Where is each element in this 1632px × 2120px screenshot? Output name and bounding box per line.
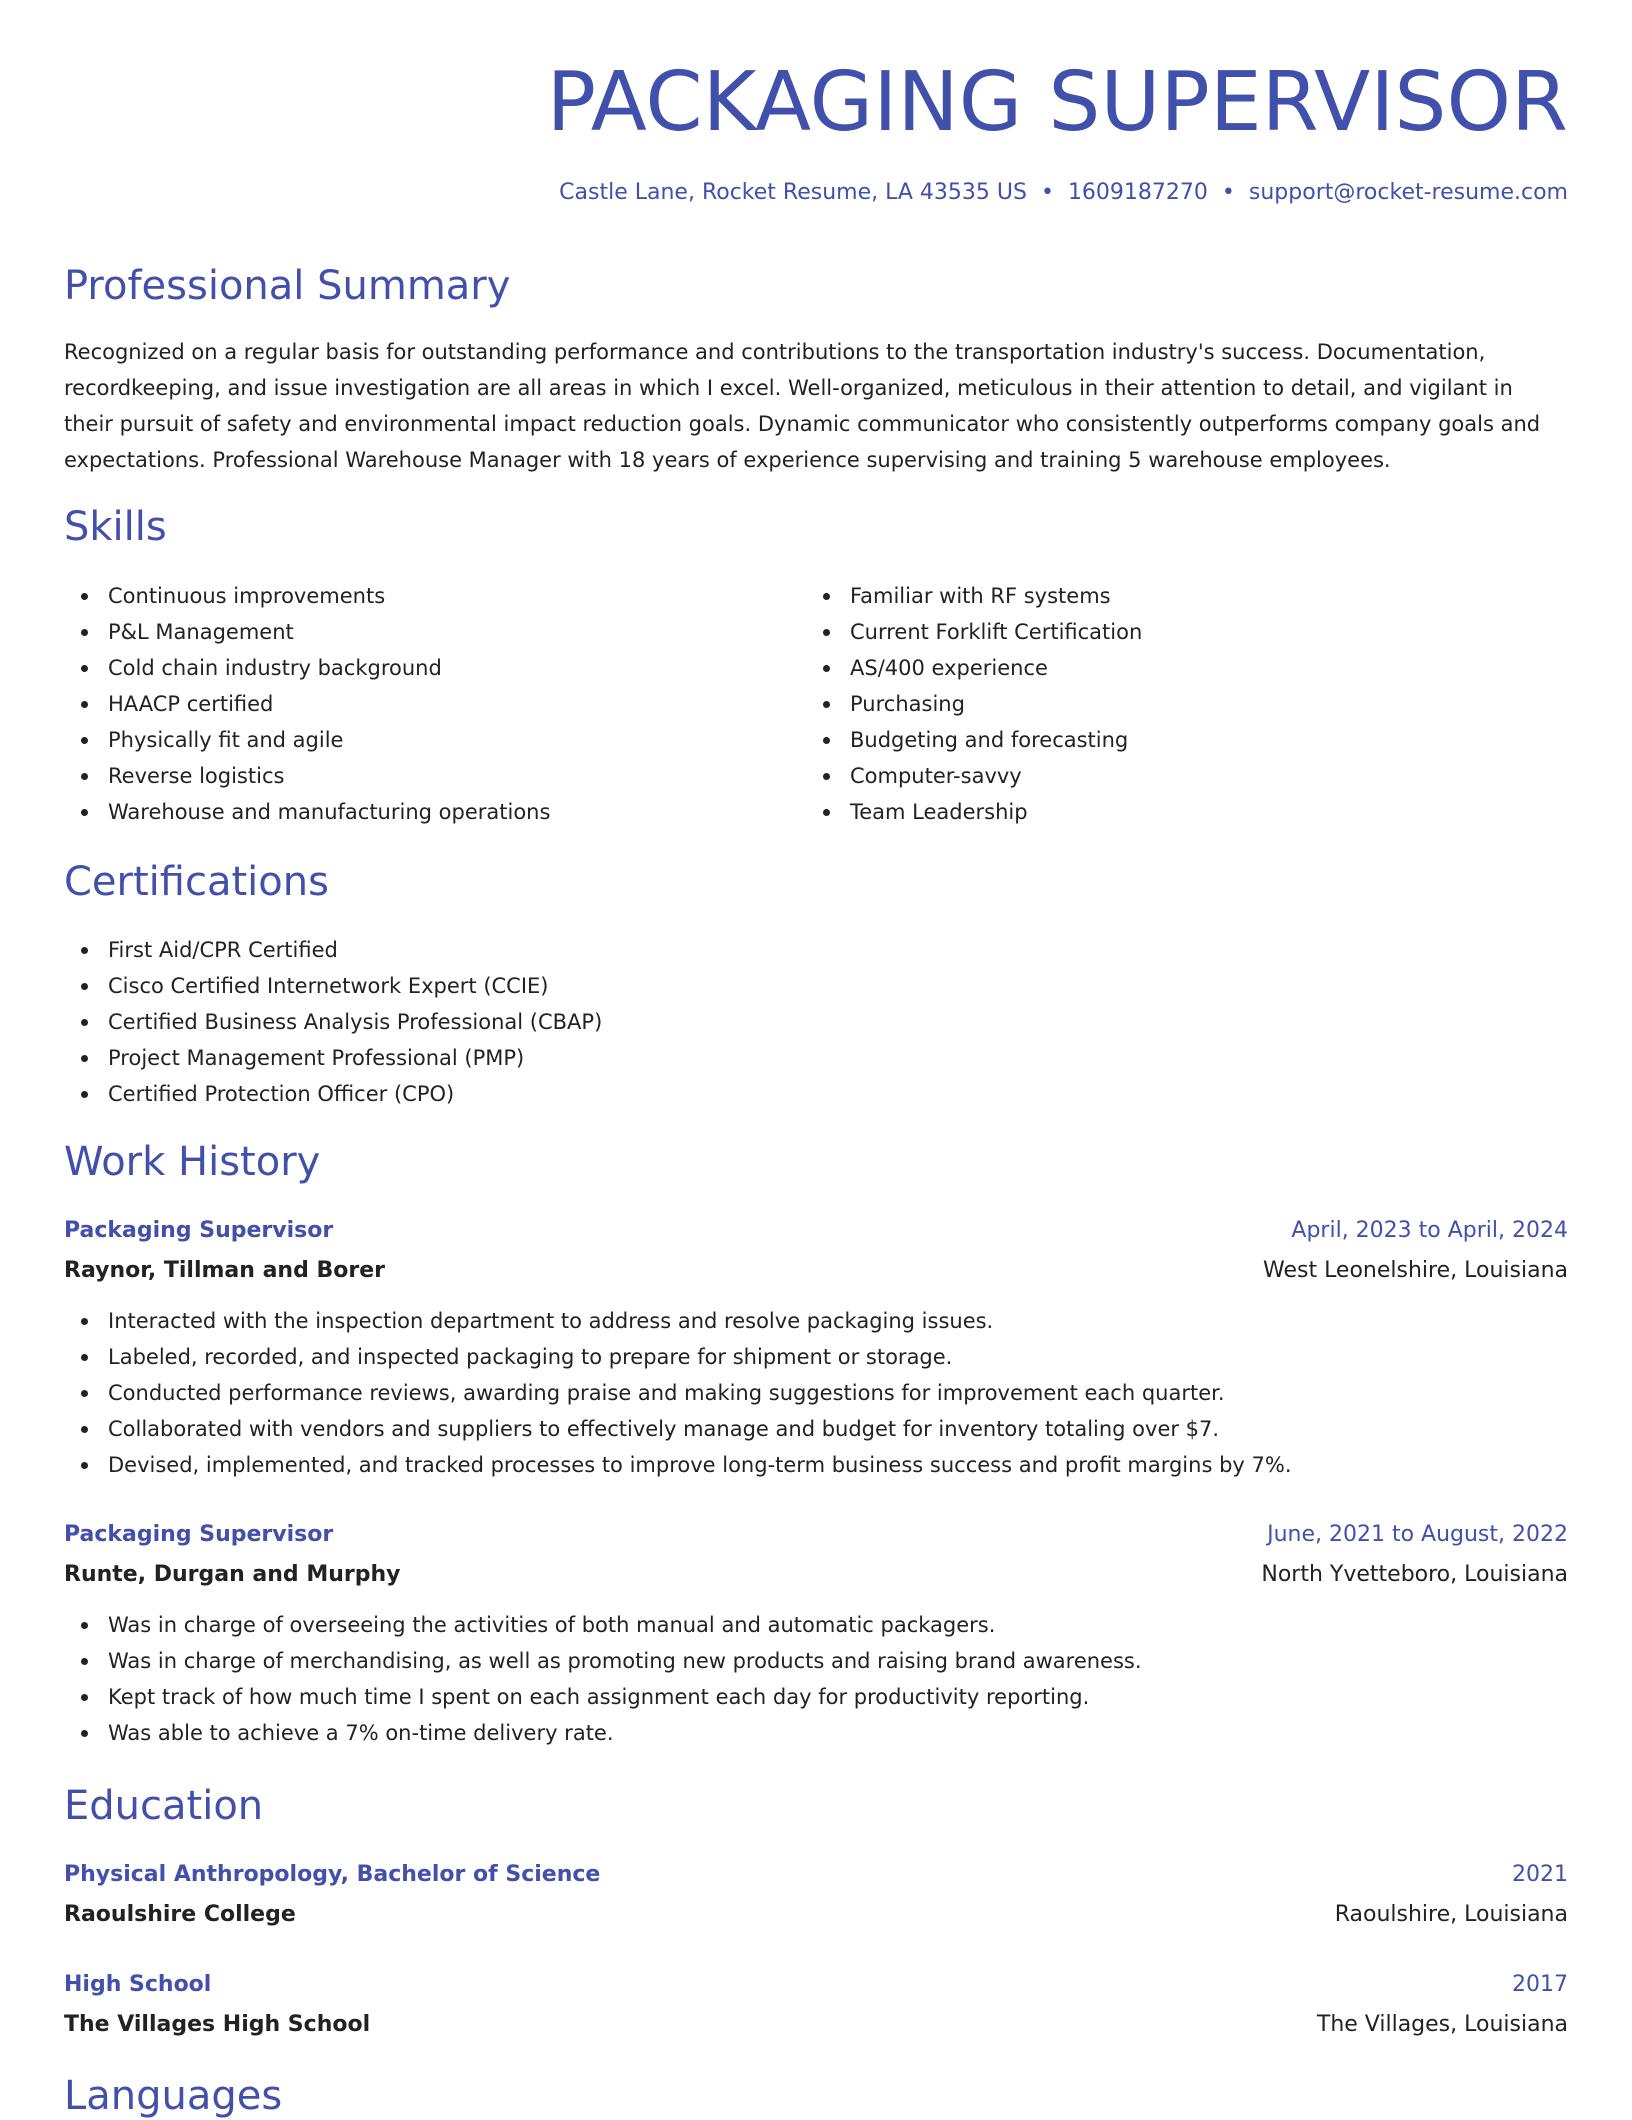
job-bullet: Conducted performance reviews, awarding praise and making suggestions for improvement each quarter. (64, 1375, 1568, 1411)
certifications-block (64, 932, 602, 1112)
education-year: 2021 (1512, 1862, 1568, 1887)
skill-item: Team Leadership (806, 794, 1142, 830)
education-entry (64, 1965, 1568, 2045)
contact-line (559, 178, 1568, 208)
job-bullets (64, 1607, 1568, 1751)
education-school-row (64, 2005, 1568, 2045)
skills-list-left (64, 578, 550, 830)
skills-list-right (806, 578, 1142, 830)
skill-item: Purchasing (806, 686, 1142, 722)
skills-column-right (806, 578, 1142, 830)
contact-address: Castle Lane, Rocket Resume, LA 43535 US (559, 180, 1027, 205)
job-bullet: Collaborated with vendors and suppliers to effectively manage and budget for inventory totaling over $7. (64, 1411, 1568, 1447)
education-entry (64, 1855, 1568, 1935)
skill-item: P&L Management (64, 614, 550, 650)
certifications-list (64, 932, 602, 1112)
skill-item: Computer-savvy (806, 758, 1142, 794)
languages-heading: Languages (64, 2073, 283, 2119)
job-bullet: Labeled, recorded, and inspected packaging to prepare for shipment or storage. (64, 1339, 1568, 1375)
skill-item: Physically fit and agile (64, 722, 550, 758)
summary-heading: Professional Summary (64, 263, 511, 309)
skill-item: AS/400 experience (806, 650, 1142, 686)
job-bullet: Was able to achieve a 7% on-time delivery rate. (64, 1715, 1568, 1751)
job-company-row (64, 1251, 1568, 1291)
job-bullet: Was in charge of merchandising, as well as promoting new products and raising brand awareness. (64, 1643, 1568, 1679)
resume-page (64, 0, 1568, 2119)
skill-item: Reverse logistics (64, 758, 550, 794)
job-company-row (64, 1555, 1568, 1595)
certification-item: Project Management Professional (PMP) (64, 1040, 602, 1076)
job-header-row (64, 1515, 1568, 1555)
contact-separator: • (1221, 180, 1235, 205)
job-dates: April, 2023 to April, 2024 (1291, 1218, 1568, 1243)
education-school: The Villages High School (64, 2012, 371, 2037)
skill-item: Warehouse and manufacturing operations (64, 794, 550, 830)
education-degree: High School (64, 1972, 212, 1997)
skill-item: Continuous improvements (64, 578, 550, 614)
job-location: West Leonelshire, Louisiana (1262, 1258, 1568, 1283)
education-school-row (64, 1895, 1568, 1935)
education-header-row (64, 1965, 1568, 2005)
certifications-heading: Certifications (64, 859, 329, 905)
job-bullet: Devised, implemented, and tracked processes to improve long-term business success and profit margins by 7%. (64, 1447, 1568, 1483)
job-header-row (64, 1211, 1568, 1251)
job-dates: June, 2021 to August, 2022 (1267, 1522, 1568, 1547)
job-bullet: Kept track of how much time I spent on each assignment each day for productivity reporting. (64, 1679, 1568, 1715)
skill-item: HAACP certified (64, 686, 550, 722)
job-bullet: Was in charge of overseeing the activities of both manual and automatic packagers. (64, 1607, 1568, 1643)
skill-item: Budgeting and forecasting (806, 722, 1142, 758)
skill-item: Familiar with RF systems (806, 578, 1142, 614)
summary-text: Recognized on a regular basis for outstanding performance and contributions to the transportation industry's success. Documentation, recordkeeping, and issue investigation are all areas in which I excel. Well-organized, meticulous in their attention to detail, and vigilant in their pursuit of safety and environmental impact reduction goals. Dynamic communicator who consistently outperforms company goals and expectations. Professional Warehouse Manager with 18 years of experience supervising and training 5 warehouse employees. (64, 340, 1541, 472)
education-location: Raoulshire, Louisiana (1334, 1902, 1568, 1927)
job-entry (64, 1515, 1568, 1751)
resume-name: PACKAGING SUPERVISOR (546, 55, 1568, 150)
education-location: The Villages, Louisiana (1316, 2012, 1568, 2037)
resume-header (64, 0, 1568, 154)
skills-heading: Skills (64, 504, 167, 550)
job-bullet: Interacted with the inspection department to address and resolve packaging issues. (64, 1303, 1568, 1339)
contact-phone: 1609187270 (1067, 180, 1208, 205)
certification-item: Cisco Certified Internetwork Expert (CCIE) (64, 968, 602, 1004)
skill-item: Current Forklift Certification (806, 614, 1142, 650)
education-school: Raoulshire College (64, 1902, 296, 1927)
contact-separator: • (1040, 180, 1054, 205)
job-bullets (64, 1303, 1568, 1483)
education-header-row (64, 1855, 1568, 1895)
certification-item: First Aid/CPR Certified (64, 932, 602, 968)
skills-column-left (64, 578, 550, 830)
education-year: 2017 (1512, 1972, 1568, 1997)
contact-email[interactable]: support@rocket-resume.com (1248, 180, 1568, 205)
education-heading: Education (64, 1783, 264, 1829)
job-entry (64, 1211, 1568, 1483)
work-history-heading: Work History (64, 1139, 321, 1185)
education-degree: Physical Anthropology, Bachelor of Science (64, 1862, 601, 1887)
job-company: Runte, Durgan and Murphy (64, 1562, 401, 1587)
skill-item: Cold chain industry background (64, 650, 550, 686)
job-title: Packaging Supervisor (64, 1218, 334, 1243)
certification-item: Certified Business Analysis Professional (CBAP) (64, 1004, 602, 1040)
job-location: North Yvetteboro, Louisiana (1261, 1562, 1568, 1587)
job-company: Raynor, Tillman and Borer (64, 1258, 385, 1283)
certification-item: Certified Protection Officer (CPO) (64, 1076, 602, 1112)
job-title: Packaging Supervisor (64, 1522, 334, 1547)
